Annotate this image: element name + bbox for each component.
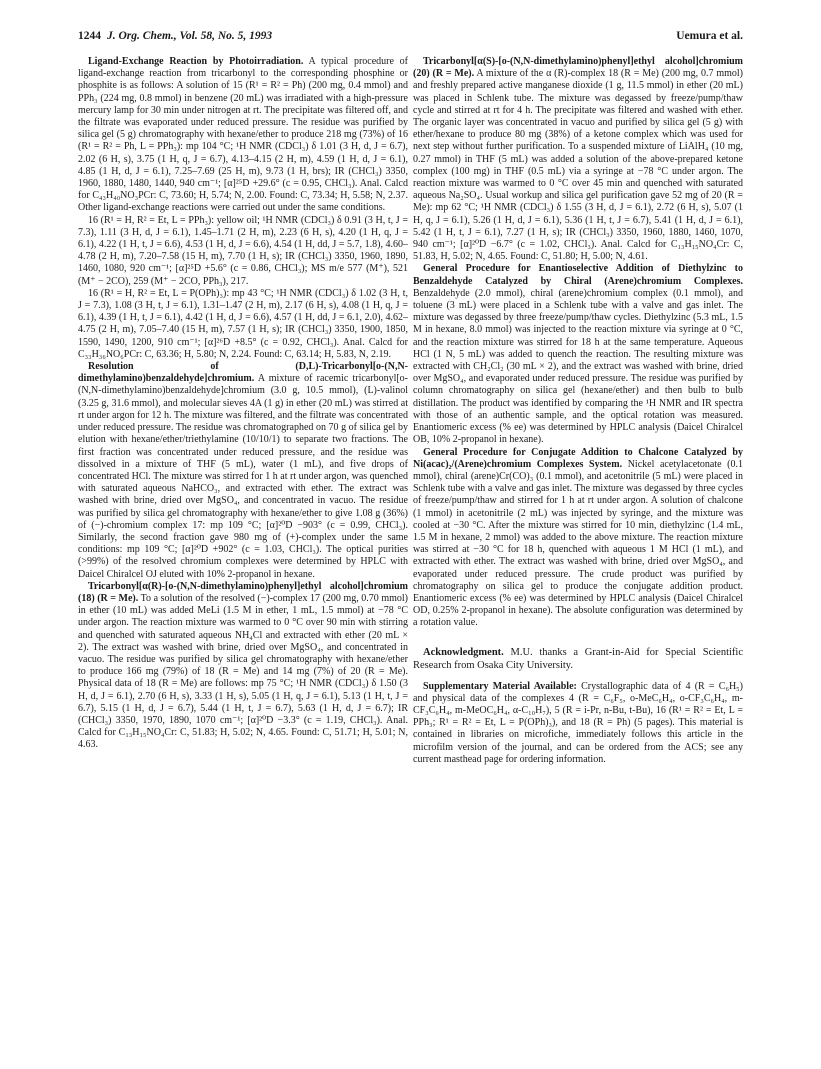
paragraph-body: A mixture of the α (R)-complex 18 (R = Me) (200 mg, 0.7 mmol) and freshly prepared active manganese dioxide (1 g, 11.5 mmol) in ether (20 mL) was placed in Schlenk tube. The mixture was degassed by freeze/pump/thaw cycle and stirred at rt for 4 h. The precipitate was filtered and washed with ether. The organic layer was concentrated in vacuo and purified by silica gel (5 g) with ether/hexane to produce 80 mg (38%) of a ketone complex which was used for next step without further purification. To a suspended mixture of LiAlH₄ (10 mg, 0.27 mmol) in THF (5 mL) was added a solution of the above-prepared ketone complex (100 mg) in THF (0.5 mL) via a syringe at −78 °C under argon. The reaction mixture was warmed to 0 °C over 45 min and quenched with saturated aqueous Na₂SO₄. Usual workup and silica gel purification gave 52 mg of 20 (R = Me): mp 62 °C; ¹H NMR (CDCl₃) δ 1.55 (3 H, d, J = 6.1), 2.72 (6 H, s), 5.07 (1 H, q, J = 6.1), 5.26 (1 H, d, J = 6.1), 5.36 (1 H, t, J = 6.7), 5.41 (1 H, d, J = 6.1), 5.42 (1 H, t, J = 6.1), 7.27 (1 H, s); IR (CHCl₃) 3350, 1960, 1880, 1460, 1070, 940 cm⁻¹; [α]²⁰D −6.7° (c = 1.02, CHCl₃). Anal. Calcd for C₁₃H₁₅NO₄Cr: C, 51.83, H, 5.02; N, 4.65. Found: C, 51.80; H, 5.00; N, 4.61. (413, 68, 743, 263)
paragraph-conjugate-addition (413, 447, 743, 630)
header-left (78, 30, 272, 42)
acknowledgment-title: Acknowledgment. (423, 646, 504, 658)
supplementary-material (413, 681, 743, 766)
paragraph-title: Tricarbonyl[α(R)-[o-(N,N-dimethylamino)phenyl]ethyl alcohol]chromium (18) (R = Me). (78, 580, 408, 604)
supplementary-body: Crystallographic data of 4 (R = C₆H₅) and physical data of the complexes 4 (R = C₆F₅, o-MeC₆H₄, o-CF₃C₆H₄, m-CF₃C₆H₄, m-MeOC₆H₄, α-C₁₀H₇), 5 (R = i-Pr, n-Bu, t-Bu), 16 (R¹ = R² = Et, L = PPh₃; R¹ = R² = Et, L = P(OPh)₃), and 18 (R = Ph) (5 pages). This material is contained in libraries on microfiche, immediately follows this article in the microfilm version of the journal, and can be ordered from the ACS; see any current masthead page for ordering information. (413, 680, 743, 765)
paragraph-body: A typical procedure of ligand-exchange reaction from tricarbonyl to the corresponding phosphine or phosphite is as follows: A solution of 15 (R¹ = R² = Ph) (200 mg, 0.4 mmol) and PPh₃ (224 mg, 0.8 mmol) in benzene (20 mL) was irradiated with a high-pressure mercury lamp for 30 min under nitrogen at rt. The precipitate was filtered off, and the filtrate was evaporated under reduced pressure. The residue was purified by silica gel (5 g) chromatography with hexane/ether to produce 218 mg (73%) of 16 (R¹ = R² = Ph, L = PPh₃): mp 104 °C; ¹H NMR (CDCl₃) δ 1.01 (3 H, d, J = 6.7), 2.02 (6 H, s), 3.75 (1 H, q, J = 6.7), 4.13–4.15 (2 H, m), 4.59 (1 H, d, J = 6.1), 4.85 (1 H, d, J = 6.1), 7.25–7.69 (25 H, m), 9.73 (1 H, brs); IR (CHCl₃) 3350, 1960, 1880, 1480, 1440, 940 cm⁻¹; [α]²⁵D +29.6° (c = 0.95, CHCl₃). Anal. Calcd for C₄₃H₄₀NO₃PCr: C, 73.60; H, 5.74; N, 2.00. Found: C, 73.34; H, 5.58; N, 2.37. Other ligand-exchange reactions were carried out under the same conditions. (78, 56, 408, 214)
author-running-head: Uemura et al. (676, 30, 743, 42)
paragraph-resolution (78, 361, 408, 581)
right-column (413, 56, 743, 1056)
paragraph-title: Ligand-Exchange Reaction by Photoirradiation. (88, 56, 304, 67)
paragraph-body: 16 (R¹ = H, R² = Et, L = P(OPh)₃): mp 43 °C; ¹H NMR (CDCl₃) δ 1.02 (3 H, t, J = 7.3), 1.08 (3 H, t, J = 6.1), 1.31–1.47 (2 H, m), 2.17 (6 H, s), 4.08 (1 H, q, J = 6.1), 4.39 (1 H, t, J = 6.1), 4.42 (1 H, d, J = 6.6), 4.57 (1 H, dd, J = 6.1, 2.0), 4.62–4.75 (2 H, m), 7.05–7.40 (15 H, m), 7.57 (1 H, s); IR (CHCl₃) 3350, 1900, 1850, 1590, 1490, 1200, 910 cm⁻¹; [α]²⁶D +8.5° (c = 0.92, CHCl₃). Anal. Calcd for C₃₃H₃₆NO₆PCr: C, 63.36; H, 5.80; N, 2.24. Found: C, 63.14; H, 5.83, N, 2.19. (78, 287, 408, 360)
paragraph-body: A mixture of racemic tricarbonyl[o-(N,N-dimethylamino)benzaldehyde]chromium (3.0 g, 10.5 mmol), (L)-valinol (3.25 g, 31.6 mmol), and molecular sieves 4A (1 g) in ether (20 mL) was stirred at rt under argon for 12 h. The mixture was filtered, and the filtrate was concentrated under reduced pressure. The residue was chromatographed on 70 g of silica gel by elution with hexane/ether/triethylamine (10/10/1) to separate two fractions. The first fraction was concentrated under reduced pressure, and the residue was dissolved in a mixture of THF (5 mL), water (1 mL), and five drops of concentrated HCl. The mixture was stirred for 1 h at rt under argon, was quenched with saturated aqueous NaHCO₃, and extracted with ether. The extract was washed with brine, dried over MgSO₄, and concentrated in vacuo. The residue was purified by silica gel chromatography with hexane/ether to give 1.08 g (36%) of (−)-chromium complex 17: mp 109 °C; [α]²⁰D −903° (c = 0.99, CHCl₃). Similarly, the second fraction gave 980 mg of (+)-complex under the same conditions: mp 109 °C; [α]²⁰D +902° (c = 1.03, CHCl₃). The optical purities (>99%) of the resolved chromium complexes were determined by HPLC with Daicel Chiralcel OJ eluted with 10% 2-propanol in hexane. (78, 373, 408, 580)
paragraph-title: General Procedure for Enantioselective Addition of Diethylzinc to Benzaldehyde Catalyzed by Chiral (Arene)chromium Complexes. (413, 263, 743, 287)
paragraph-title: General Procedure for Conjugate Addition to Chalcone Catalyzed by Ni(acac)₂/(Arene)chromium Complexes System. (413, 446, 743, 470)
supplementary-title: Supplementary Material Available: (423, 680, 577, 692)
journal-citation: J. Org. Chem., Vol. 58, No. 5, 1993 (107, 30, 273, 42)
paragraph-body: To a solution of the resolved (−)-complex 17 (200 mg, 0.70 mmol) in ether (10 mL) was added MeLi (1.5 M in ether, 1 mL, 1.5 mmol) at −78 °C under argon. The reaction mixture was warmed to 0 °C over 90 min with stirring and quenched with saturated aqueous NH₄Cl and extracted with ether (20 mL × 2). The extract was washed with brine, dried over MgSO₄, and concentrated in vacuo. The residue was purified by silica gel chromatography with hexane/ether to produce 166 mg (79%) of 18 (R = Me) and 14 mg (7%) of 20 (R = Me). Physical data of 18 (R = Me) are follows: mp 75 °C; ¹H NMR (CDCl₃) δ 1.50 (3 H, d, J = 6.1), 2.70 (6 H, s), 3.33 (1 H, s), 5.05 (1 H, q, J = 6.1), 5.13 (1 H, t, J = 6.7), 5.15 (1 H, d, J = 6.7), 5.44 (1 H, t, J = 6.7), 5.63 (1 H, d, J = 6.7); IR (CHCl₃) 3350, 1970, 1890, 1070 cm⁻¹; [α]²⁰D −3.3° (c = 1.19, CHCl₃). Anal. Calcd for C₁₃H₁₅NO₄Cr: C, 51.83; H, 5.02; N, 4.65. Found: C, 51.71; H, 5.01; N, 4.63. (78, 592, 408, 751)
left-column (78, 56, 408, 1056)
paragraph-body: 16 (R¹ = H, R² = Et, L = PPh₃): yellow oil; ¹H NMR (CDCl₃) δ 0.91 (3 H, t, J = 7.3), 1.11 (3 H, d, J = 6.1), 1.45–1.71 (2 H, m), 2.23 (6 H, s), 4.20 (1 H, q, J = 6.1), 4.22 (1 H, t, J = 6.6), 4.53 (1 H, d, J = 6.6), 4.54 (1 H, dd, J = 5.7, 1.8), 4.60–4.78 (2 H, m), 7.20–7.58 (15 H, m), 7.70 (1 H, s); IR (CHCl₃) 3350, 1960, 1890, 1460, 1080, 920 cm⁻¹; [α]²⁵D +5.6° (c = 0.86, CHCl₃); MS m/e 577 (M⁺), 521 (M⁺ − 2CO), 259 (M⁺ − 2CO, PPh₃), 217. (78, 214, 408, 287)
paragraph-body: Nickel acetylacetonate (0.1 mmol), chiral (arene)Cr(CO)₃ (0.1 mmol), and acetonitrile (5 mL) were placed in Schlenk tube with a valve and gas inlet. The mixture was degassed by three cycles of freeze/pump/thaw and stirred for 1 h at rt under argon. A solution of chalcone (1 mmol) in acetonitrile (2 mL) was injected by syringe, and the mixture was cooled at −30 °C. After the mixture was stirred for 10 min, diethylzinc (1.4 mL, 1.5 M in hexane, 2 mmol) was added to the above mixture. The reaction mixture was stirred at −30 °C for 18 h, quenched with aqueous 1 M HCl (1 mL), and extracted with ether. The extract was washed with brine, dried over MgSO₄, and evaporated under reduced pressure. The crude product was purified by chromatography on silica gel to produce the conjugate addition product. Enantiomeric excess (% ee) was determined by HPLC analysis (Daicel Chiralcel OD, 0.25% 2-propanol in hexane). The absolute configuration was determined by a rotation value. (413, 458, 743, 629)
paragraph-title: Tricarbonyl[α(S)-[o-(N,N-dimethylamino)phenyl]ethyl alcohol]chromium (20) (R = Me). (413, 56, 743, 80)
acknowledgment-body: M.U. thanks a Grant-in-Aid for Special Scientific Research from Osaka City University. (413, 646, 743, 671)
paragraph-title: Resolution of (D,L)-Tricarbonyl[o-(N,N-dimethylamino)benzaldehyde]chromium. (78, 361, 408, 385)
paragraph-body: Benzaldehyde (2.0 mmol), chiral (arene)chromium complex (0.1 mmol), and toluene (3 mL) were placed in a Schlenk tube with a valve and gas inlet. The mixture was degassed by three freeze/pump/thaw cycles. Diethylzinc (5.3 mL, 1.5 M in hexane, 8.0 mmol) was injected to the reaction mixture via syringe at 0 °C, and the reaction mixture was stirred for 18 h at the same temperature. Aqueous HCl (1 N, 5 mL) was added to quench the reaction. The resulting mixture was extracted with CH₂Cl₂ (30 mL × 2), and the extract was washed with brine, dried over MgSO₄, and evaporated under reduced pressure. The residue was purified by column chromatography on silica gel (hexane/ether) and then bulb to bulb distillation. The product was identified by comparing the ¹H NMR and IR spectra with those of an authentic sample, and the optical rotation was measured. Enantiomeric excess (% ee) was determined by HPLC analysis (Daicel Chiralcel OB, 10% 2-propanol in hexane). (413, 287, 743, 446)
page-number: 1244 (78, 30, 101, 42)
paragraph-compound-18 (78, 581, 408, 752)
paragraph-compound-20 (413, 56, 743, 263)
paragraph-compound-16-pph3 (78, 215, 408, 288)
page-header (78, 30, 743, 46)
acknowledgment (413, 646, 743, 672)
paragraph-compound-16-pooph3 (78, 288, 408, 361)
paragraph-ligand-exchange (78, 56, 408, 215)
paragraph-diethylzinc-addition (413, 263, 743, 446)
